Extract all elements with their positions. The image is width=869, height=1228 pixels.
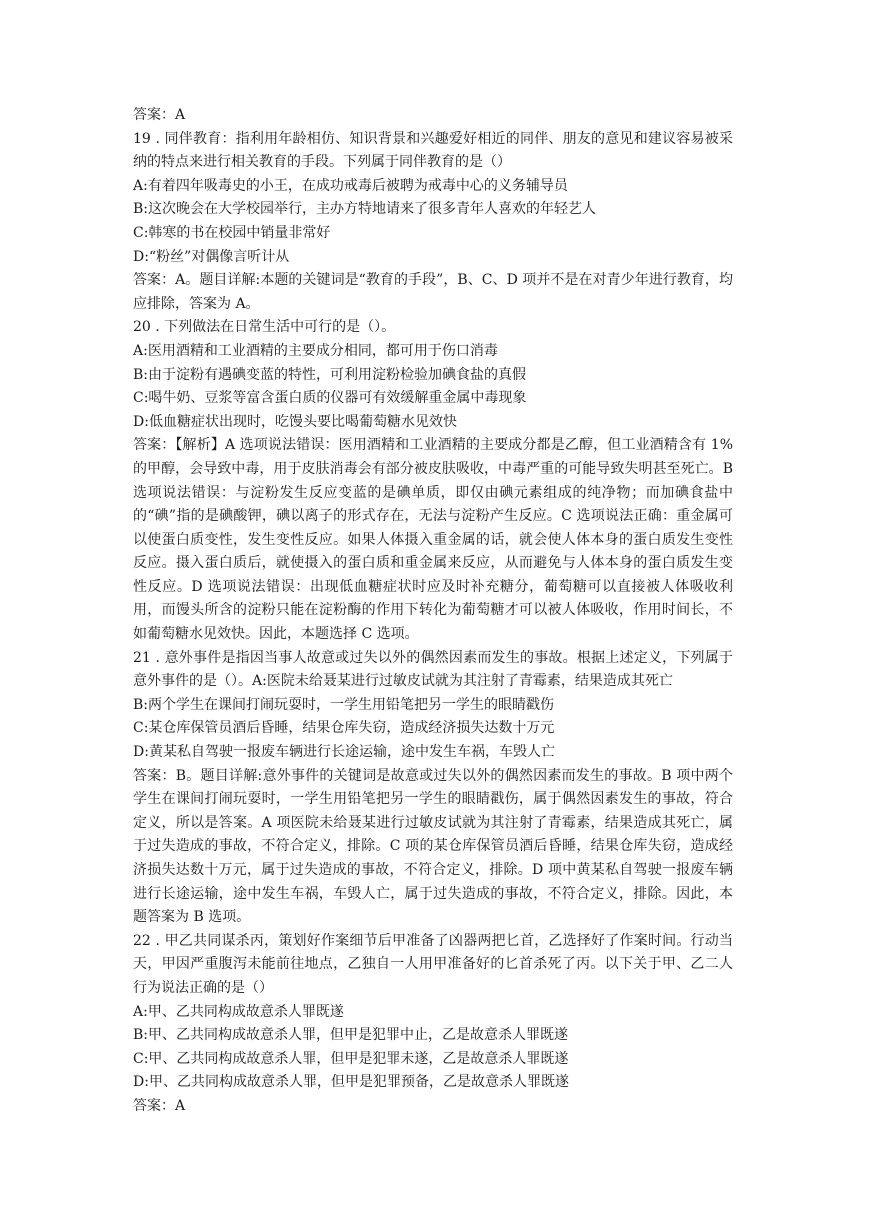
question-22-option-c: C:甲、乙共同构成故意杀人罪，但甲是犯罪未遂，乙是故意杀人罪既遂 [133,1050,569,1067]
question-19-option-a: A:有着四年吸毒史的小王，在成功戒毒后被聘为戒毒中心的义务辅导员 [133,177,568,194]
question-20-option-b: B:由于淀粉有遇碘变蓝的特性，可利用淀粉检验加碘食盐的真假 [133,366,527,383]
question-21-option-b: B:两个学生在课间打闹玩耍时，一学生用铅笔把另一学生的眼睛戳伤 [133,696,555,713]
question-19-option-b: B:这次晚会在大学校园举行，主办方特地请来了很多青年人喜欢的年轻艺人 [133,201,597,218]
question-22-option-b: B:甲、乙共同构成故意杀人罪，但甲是犯罪中止，乙是故意杀人罪既遂 [133,1027,569,1044]
answer-22: 答案：A [133,1097,186,1114]
question-21-option-c: C:某仓库保管员酒后昏睡，结果仓库失窃，造成经济损失达数十万元 [133,720,555,737]
answer-19: 答案：A。题目详解:本题的关键词是“教育的手段”，B、C、D 项并不是在对青少年进行教育，均应排除，答案为 A。 [133,272,733,312]
document-body [133,104,733,1119]
answer-20: 答案：【解析】A 选项说法错误：医用酒精和工业酒精的主要成分都是乙醇，但工业酒精含有 1%的甲醇，会导致中毒，用于皮肤消毒会有部分被皮肤吸收，中毒严重的可能导致失明甚至死亡。B 选项说法错误：与淀粉发生反应变蓝的是碘单质，即仅由碘元素组成的纯净物；而加碘食盐中的“碘”指的是碘酸钾，碘以离子的形式存在，无法与淀粉产生反应。C 选项说法正确：重金属可以使蛋白质变性，发生变性反应。如果人体摄入重金属的话，就会使人体本身的蛋白质发生变性反应。摄入蛋白质后，就使摄入的蛋白质和重金属来反应，从而避免与人体本身的蛋白质发生变性反应。D 选项说法错误：出现低血糖症状时应及时补充糖分，葡萄糖可以直接被人体吸收利用，而馒头所含的淀粉只能在淀粉酶的作用下转化为葡萄糖才可以被人体吸收，作用时间长，不如葡萄糖水见效快。因此，本题选择 C 选项。 [133,437,733,643]
question-20-option-d: D:低血糖症状出现时，吃馒头要比喝葡萄糖水见效快 [133,413,457,430]
question-20-option-c: C:喝牛奶、豆浆等富含蛋白质的仪器可有效缓解重金属中毒现象 [133,390,527,407]
question-21-option-d: D:黄某私自驾驶一报废车辆进行长途运输，途中发生车祸，车毁人亡 [133,744,555,761]
answer-21: 答案：B。题目详解:意外事件的关键词是故意或过失以外的偶然因素而发生的事故。B 项中两个学生在课间打闹玩耍时，一学生用铅笔把另一学生的眼睛戳伤，属于偶然因素发生的事故，符合定义，所以是答案。A 项医院未给聂某进行过敏皮试就为其注射了青霉素，结果造成其死亡，属于过失造成的事故，不符合定义，排除。C 项的某仓库保管员酒后昏睡，结果仓库失窃，造成经济损失达数十万元，属于过失造成的事故，不符合定义，排除。D 项中黄某私自驾驶一报废车辆进行长途运输，途中发生车祸，车毁人亡，属于过失造成的事故，不符合定义，排除。因此，本题答案为 B 选项。 [133,767,733,926]
question-21: 21 . 意外事件是指因当事人故意或过失以外的偶然因素而发生的事故。根据上述定义，下列属于意外事件的是（）。A:医院未给聂某进行过敏皮试就为其注射了青霉素，结果造成其死亡 [133,649,733,690]
question-19: 19 . 同伴教育：指利用年龄相仿、知识背景和兴趣爱好相近的同伴、朋友的意见和建议容易被采纳的特点来进行相关教育的手段。下列属于同伴教育的是（） [133,130,733,171]
question-22-option-d: D:甲、乙共同构成故意杀人罪，但甲是犯罪预备，乙是故意杀人罪既遂 [133,1074,569,1091]
answer-18: 答案：A [133,107,186,123]
question-20-option-a: A:医用酒精和工业酒精的主要成分相同，都可用于伤口消毒 [133,342,498,359]
question-22: 22 . 甲乙共同谋杀丙，策划好作案细节后甲准备了凶器两把匕首，乙选择好了作案时间。行动当天，甲因严重腹泻未能前往地点，乙独自一人用甲准备好的匕首杀死了丙。以下关于甲、乙二人行为说法正确的是（） [133,932,733,996]
question-20: 20 . 下列做法在日常生活中可行的是（）。 [133,319,396,336]
question-19-option-c: C:韩寒的书在校园中销量非常好 [133,224,331,241]
question-19-option-d: D:“粉丝”对偶像言听计从 [133,248,290,265]
question-22-option-a: A:甲、乙共同构成故意杀人罪既遂 [133,1003,344,1020]
